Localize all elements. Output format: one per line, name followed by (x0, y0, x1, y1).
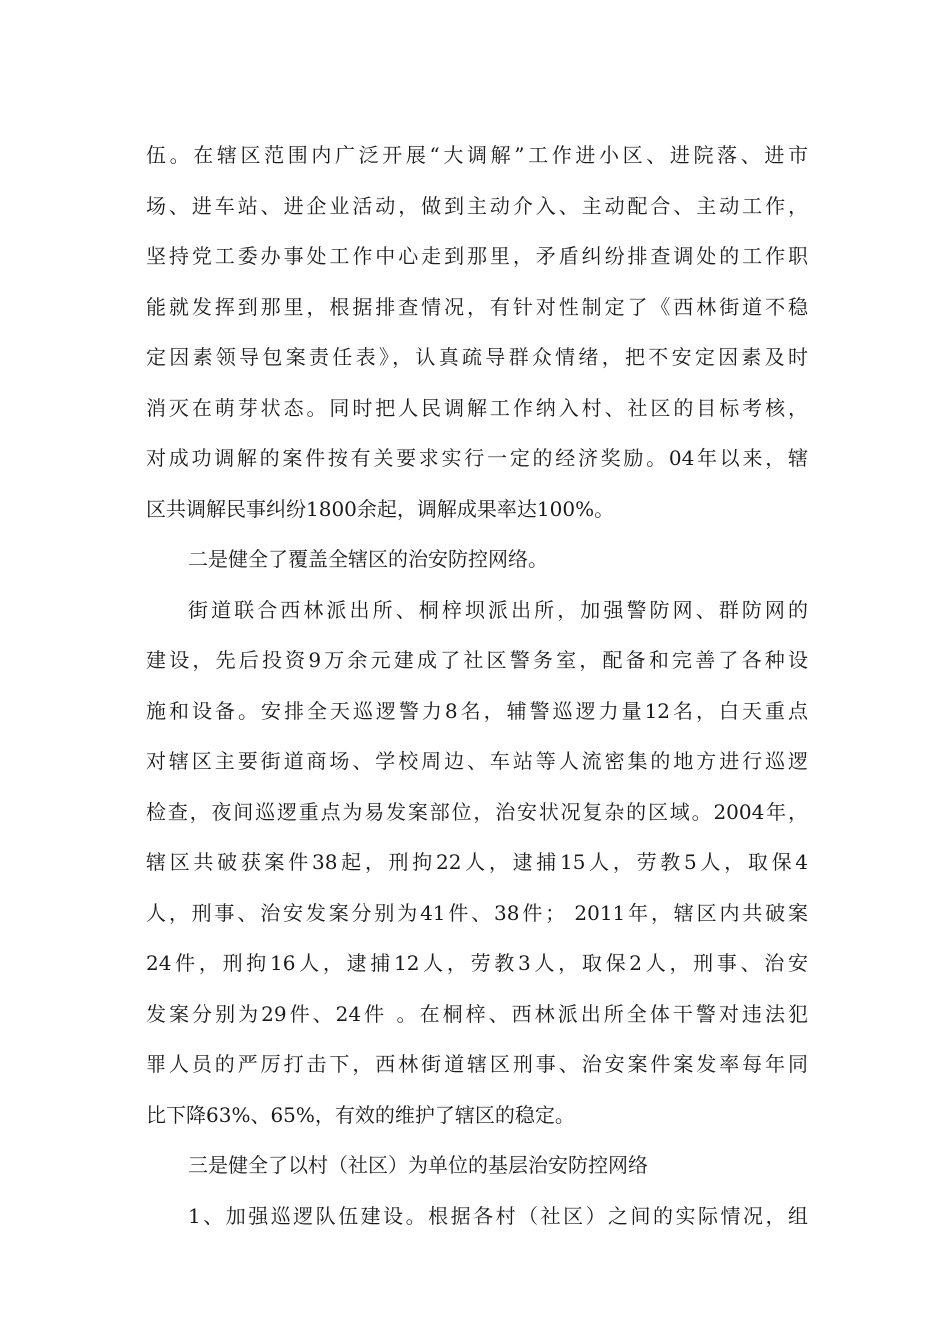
text-line-17: 24件，刑拘16人，逮捕12人，劳教3人，取保2人，刑事、治安 (146, 951, 808, 975)
text-line-3: 坚持党工委办事处工作中心走到那里，矛盾纠纷排查调处的工作职 (146, 244, 808, 268)
text-line-14: 检查，夜间巡逻重点为易发案部位，治安状况复杂的区域。2004年， (146, 799, 808, 824)
text-line-20: 比下降63%、65%，有效的维护了辖区的稳定。 (146, 1102, 575, 1127)
text-line-8: 区共调解民事纠纷1800余起，调解成果率达100%。 (146, 496, 615, 521)
text-line-10: 街道联合西林派出所、桐梓坝派出所，加强警防网、群防网的 (188, 597, 808, 622)
section-heading-2: 二是健全了覆盖全辖区的治安防控网络。 (188, 547, 548, 571)
text-line-11: 建设，先后投资9万余元建成了社区警务室，配备和完善了各种设 (146, 648, 808, 672)
text-line-19: 罪人员的严厉打击下，西林街道辖区刑事、治安案件案发率每年同 (146, 1052, 808, 1076)
text-line-15: 辖区共破获案件38起，刑拘22人，逮捕15人，劳教5人，取保4 (146, 850, 808, 874)
text-line-12: 施和设备。安排全天巡逻警力8名，辅警巡逻力量12名，白天重点 (146, 698, 808, 723)
text-line-7: 对成功调解的案件按有关要求实行一定的经济奖励。04年以来，辖 (146, 446, 808, 470)
text-line-13: 对辖区主要街道商场、学校周边、车站等人流密集的地方进行巡逻 (146, 749, 808, 773)
text-line-16: 人，刑事、治安发案分别为41件、38件； 2011年，辖区内共破案 (146, 900, 808, 925)
text-line-22: 1、加强巡逻队伍建设。根据各村（社区）之间的实际情况，组 (188, 1203, 808, 1228)
text-line-1: 伍。在辖区范围内广泛开展“大调解”工作进小区、进院落、进市 (146, 143, 808, 167)
text-line-2: 场、进车站、进企业活动，做到主动介入、主动配合、主动工作， (146, 193, 808, 218)
text-line-5: 定因素领导包案责任表》，认真疏导群众情绪，把不安定因素及时 (146, 345, 808, 369)
text-line-4: 能就发挥到那里，根据排查情况，有针对性制定了《西林街道不稳 (146, 294, 808, 319)
text-line-18: 发案分别为29件、24件 。在桐梓、西林派出所全体干警对违法犯 (146, 1001, 808, 1026)
document-body (146, 130, 808, 1241)
text-line-6: 消灭在萌芽状态。同时把人民调解工作纳入村、社区的目标考核， (146, 395, 808, 420)
section-heading-3: 三是健全了以村（社区）为单位的基层治安防控网络 (188, 1153, 648, 1177)
